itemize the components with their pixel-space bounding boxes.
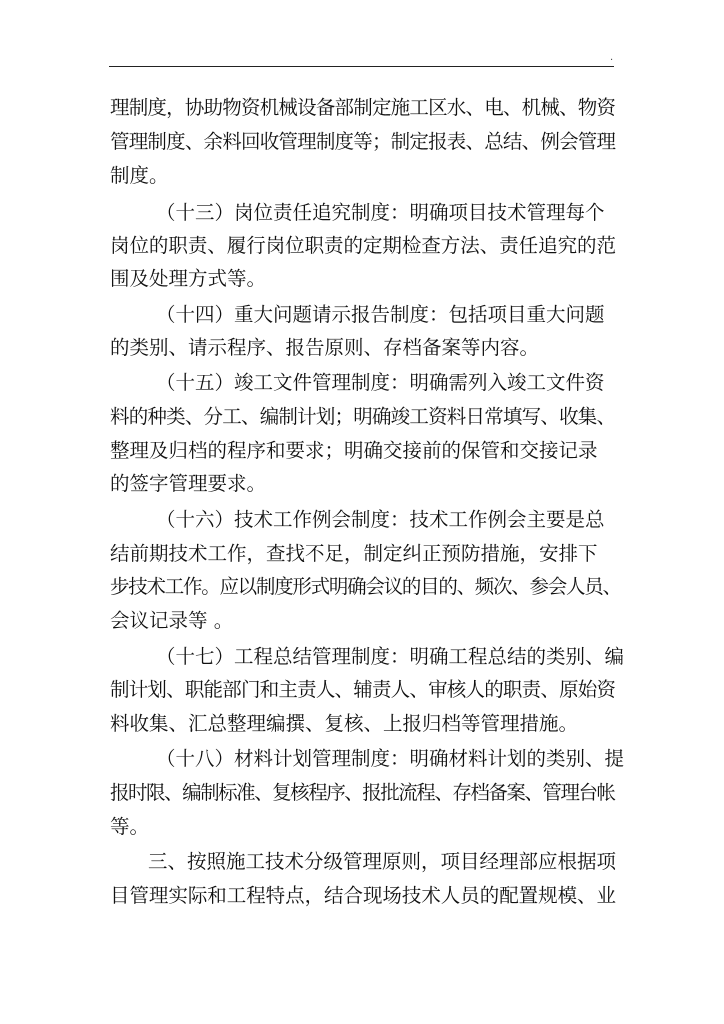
text-line: 步技术工作。应以制度形式明确会议的目的、频次、参会人员、 bbox=[110, 575, 621, 598]
text-line: （十七）工程总结管理制度：明确工程总结的类别、编 bbox=[156, 645, 625, 668]
text-line: （十五）竣工文件管理制度：明确需列入竣工文件资 bbox=[156, 371, 605, 394]
text-line: （十四）重大问题请示报告制度：包括项目重大问题 bbox=[156, 303, 605, 326]
text-line: 等。 bbox=[110, 815, 150, 838]
text-line: 制度。 bbox=[110, 164, 169, 187]
text-line: 整理及归档的程序和要求；明确交接前的保管和交接记录 bbox=[110, 439, 598, 462]
text-line: 三、按照施工技术分级管理原则，项目经理部应根据项 bbox=[148, 850, 617, 873]
text-line: 结前期技术工作，查找不足，制定纠正预防措施，安排下 bbox=[110, 542, 598, 565]
text-line: 制计划、职能部门和主责人、辅责人、审核人的职责、原始资 bbox=[110, 678, 616, 701]
text-line: 围及处理方式等。 bbox=[110, 267, 267, 290]
text-line: （十六）技术工作例会制度：技术工作例会主要是总 bbox=[156, 508, 605, 531]
text-line: 管理制度、余料回收管理制度等；制定报表、总结、例会管理 bbox=[110, 130, 616, 153]
text-line: 报时限、编制标准、复核程序、报批流程、存档备案、管理台帐 bbox=[110, 781, 615, 804]
text-line: （十八）材料计划管理制度：明确材料计划的类别、提 bbox=[156, 747, 625, 770]
header-mark: . bbox=[610, 52, 614, 63]
text-line: 的签字管理要求。 bbox=[110, 472, 267, 495]
header-rule bbox=[109, 66, 614, 67]
text-line: 目管理实际和工程特点，结合现场技术人员的配置规模、业 bbox=[110, 884, 616, 907]
text-line: 会议记录等 。 bbox=[110, 609, 234, 632]
text-line: 理制度，协助物资机械设备部制定施工区水、电、机械、物资 bbox=[110, 96, 616, 119]
text-line: 的类别、请示程序、报告原则、存档备案等内容。 bbox=[110, 336, 540, 359]
text-line: 料的种类、分工、编制计划；明确竣工资料日常填写、收集、 bbox=[110, 405, 616, 428]
text-line: 岗位的职责、履行岗位职责的定期检查方法、责任追究的范 bbox=[110, 234, 616, 257]
text-line: 料收集、汇总整理编撰、复核、上报归档等管理措施。 bbox=[110, 712, 579, 735]
text-line: （十三）岗位责任追究制度：明确项目技术管理每个 bbox=[156, 201, 605, 224]
